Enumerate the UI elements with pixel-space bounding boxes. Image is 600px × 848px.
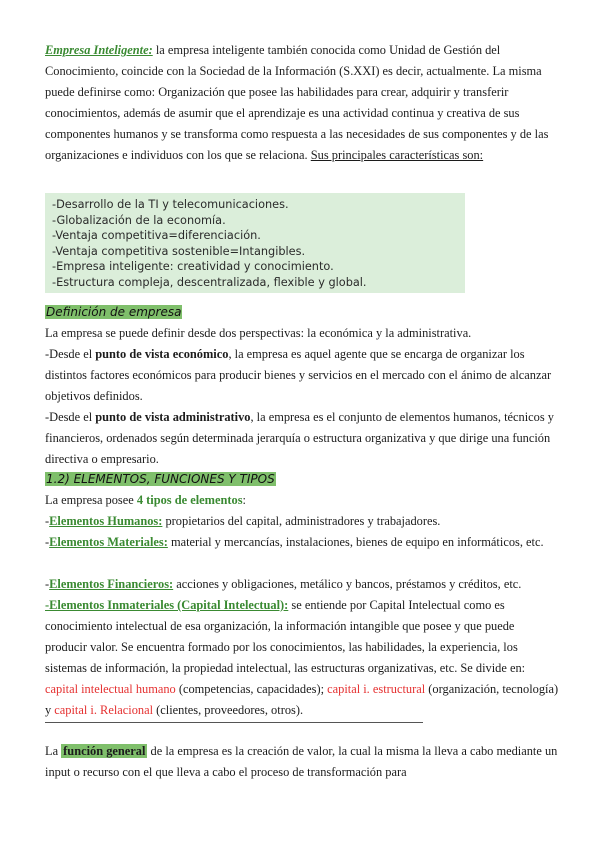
definition-p1: La empresa se puede definir desde dos perspectivas: la económica y la administrativa. — [45, 326, 472, 340]
capital-estructural-desc: (organización, tecnología) y — [45, 682, 559, 717]
inmateriales-label: -Elementos Inmateriales (Capital Intelectual): — [45, 598, 289, 612]
definition-heading-line — [45, 302, 559, 323]
list-dash: - — [45, 514, 50, 528]
characteristic-item: -Estructura compleja, descentralizada, flexible y global. — [52, 275, 367, 289]
characteristic-item: -Globalización de la economía. — [52, 213, 226, 227]
capital-humano-term: capital intelectual humano — [45, 682, 176, 696]
definition-p3 — [45, 407, 559, 470]
list-dash: - — [45, 535, 50, 549]
characteristic-item: -Ventaja competitiva sostenible=Intangibles. — [52, 244, 306, 258]
funcion-paragraph — [45, 741, 559, 783]
humanos-label: Elementos Humanos: — [49, 514, 163, 528]
inmateriales-text: se entiende por Capital Intelectual como es conocimiento intelectual de esa organización, la información intangible que posee y que puede producir valor. Se encuentra formado por los conocimientos, las habilidades, la experiencia, los sistemas de información, la propiedad intelectual, las estructuras organizativas, etc. Se divide en: — [45, 598, 526, 675]
section-heading-line — [45, 469, 559, 490]
section-heading: 1.2) ELEMENTOS, FUNCIONES Y TIPOS — [46, 472, 275, 486]
materiales-text: material y mercancías, instalaciones, bienes de equipo en informáticos, etc. — [167, 535, 544, 549]
elements-lead — [45, 490, 559, 511]
element-materiales — [45, 532, 559, 553]
section-divider — [45, 722, 423, 723]
funcion-general-term: función general — [63, 744, 146, 758]
materiales-label: Elementos Materiales: — [49, 535, 168, 549]
elements-lead-pre: La empresa posee — [45, 493, 137, 507]
list-dash: - — [45, 577, 50, 591]
elements-lead-post: : — [242, 493, 246, 507]
intro-characteristics-lead: Sus principales características son: — [310, 148, 484, 162]
financieros-text: acciones y obligaciones, metálico y bancos, préstamos y créditos, etc. — [173, 577, 522, 591]
intro-paragraph — [45, 40, 559, 166]
intro-heading: Empresa Inteligente: — [45, 43, 153, 57]
definition-p2 — [45, 344, 559, 407]
characteristic-item: -Ventaja competitiva=diferenciación. — [52, 229, 261, 243]
characteristics-list — [52, 197, 462, 291]
element-humanos — [45, 511, 559, 532]
intro-text: la empresa inteligente también conocida como Unidad de Gestión del Conocimiento, coincide con la Sociedad de la Información (S.XXI) es decir, actualmente. La misma puede definirse como: Organización que posee las habilidades para crear, adquirir y transferir conocimientos, además de asumir que el aprendizaje es una actividad continua y creativa de sus componentes humanos y se transforma como respuesta a las necesidades de sus componentes y de las organizaciones e individuos con los que se relaciona. — [45, 43, 549, 162]
financieros-label: Elementos Financieros: — [49, 577, 174, 591]
humanos-text: propietarios del capital, administradores y trabajadores. — [162, 514, 441, 528]
economic-view-term: punto de vista económico — [95, 347, 229, 361]
capital-relacional-term: capital i. Relacional — [54, 703, 154, 717]
definition-heading: Definición de empresa — [46, 305, 182, 319]
capital-estructural-term: capital i. estructural — [327, 682, 426, 696]
definition-p3-pre: -Desde el — [45, 410, 96, 424]
definition-p3-text: , la empresa es el conjunto de elementos humanos, técnicos y financieros, ordenados según determinada jerarquía o estructura organizativa y que dirige una función directiva o empresario. — [45, 410, 554, 466]
characteristic-item: -Empresa inteligente: creatividad y conocimiento. — [52, 260, 334, 274]
definition-p2-pre: -Desde el — [45, 347, 96, 361]
element-financieros — [45, 574, 559, 595]
funcion-text: de la empresa es la creación de valor, la cual la misma la lleva a cabo mediante un input o recurso con el que lleva a cabo el proceso de transformación para — [45, 744, 558, 779]
elements-count: 4 tipos de elementos — [136, 493, 243, 507]
capital-humano-desc: (competencias, capacidades); — [175, 682, 328, 696]
administrative-view-term: punto de vista administrativo — [95, 410, 251, 424]
element-inmateriales — [45, 595, 559, 721]
definition-p2-text: , la empresa es aquel agente que se encarga de organizar los distintos factores económicos para producir bienes y servicios en el mercado con el ánimo de alcanzar objetivos definidos. — [45, 347, 552, 403]
funcion-pre: La — [45, 744, 62, 758]
capital-relacional-desc: (clientes, proveedores, otros). — [153, 703, 304, 717]
characteristic-item: -Desarrollo de la TI y telecomunicaciones. — [52, 198, 289, 211]
